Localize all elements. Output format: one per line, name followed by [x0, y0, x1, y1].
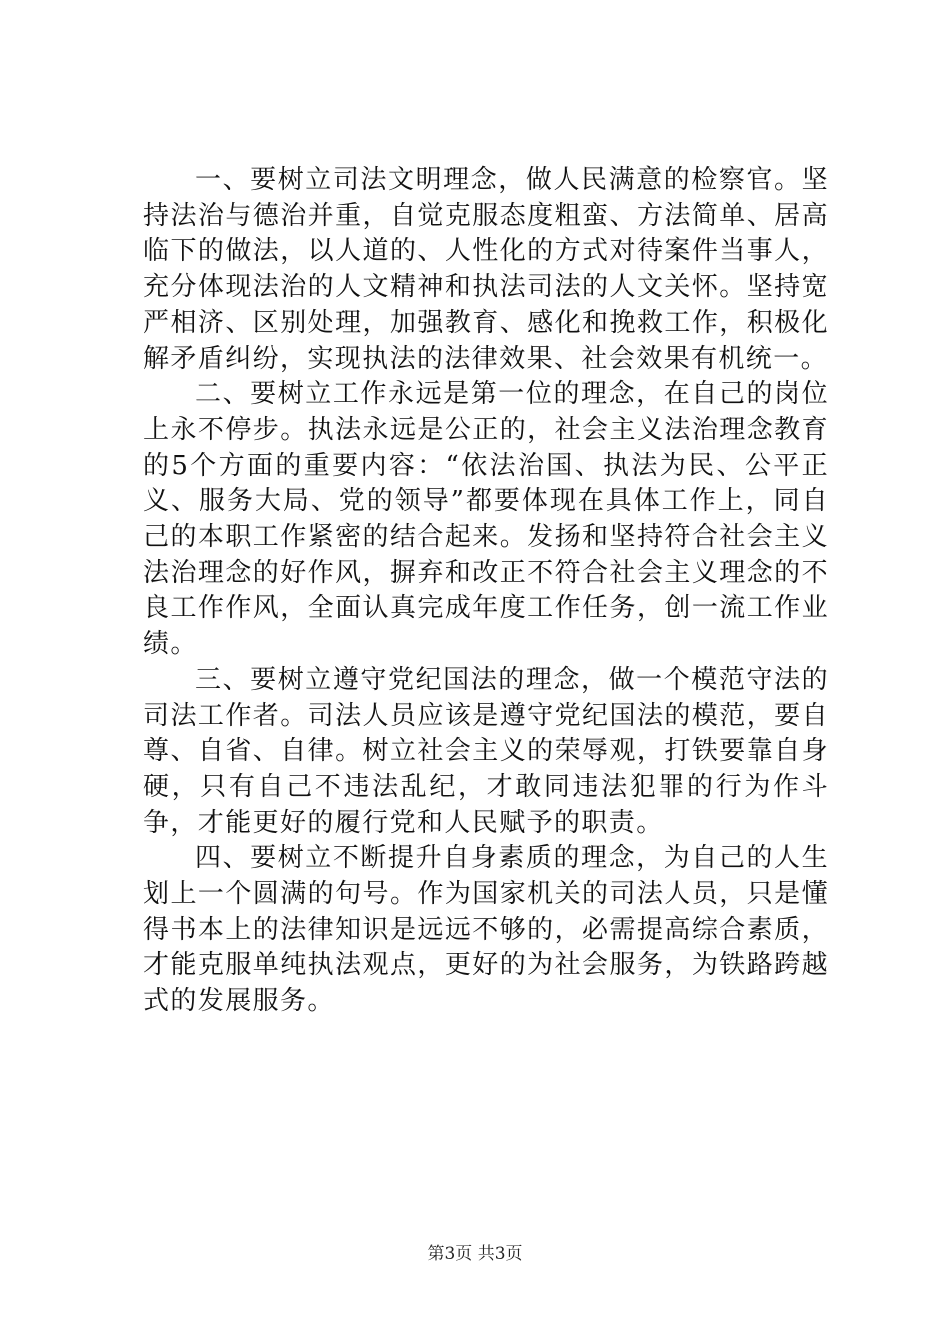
paragraph-3: 三、要树立遵守党纪国法的理念，做一个模范守法的司法工作者。司法人员应该是遵守党纪国法的模范，要自尊、自省、自律。树立社会主义的荣辱观，打铁要靠自身硬，只有自己不违法乱纪，才敢同违法犯罪的行为作斗争，才能更好的履行党和人民赋予的职责。 — [143, 664, 829, 838]
paragraph-4: 四、要树立不断提升自身素质的理念，为自己的人生划上一个圆满的句号。作为国家机关的司法人员，只是懂得书本上的法律知识是远远不够的，必需提高综合素质，才能克服单纯执法观点，更好的为社会服务，为铁路跨越式的发展服务。 — [143, 843, 829, 1017]
paragraph-1: 一、要树立司法文明理念，做人民满意的检察官。坚持法治与德治并重，自觉克服态度粗蛮、方法简单、居高临下的做法，以人道的、人性化的方式对待案件当事人，充分体现法治的人文精神和执法司法的人文关怀。坚持宽严相济、区别处理，加强教育、感化和挽救工作，积极化解矛盾纠纷，实现执法的法律效果、社会效果有机统一。 — [143, 165, 829, 374]
paragraph-2: 二、要树立工作永远是第一位的理念，在自己的岗位上永不停步。执法永远是公正的，社会主义法治理念教育的5个方面的重要内容：“依法治国、执法为民、公平正义、服务大局、党的领导”都要体现在具体工作上，同自己的本职工作紧密的结合起来。发扬和坚持符合社会主义法治理念的好作风，摒弃和改正不符合社会主义理念的不良工作作风，全面认真完成年度工作任务，创一流工作业绩。 — [143, 379, 829, 660]
document-body — [143, 163, 829, 1020]
page-number-footer: 第3页 共3页 — [427, 1244, 523, 1264]
